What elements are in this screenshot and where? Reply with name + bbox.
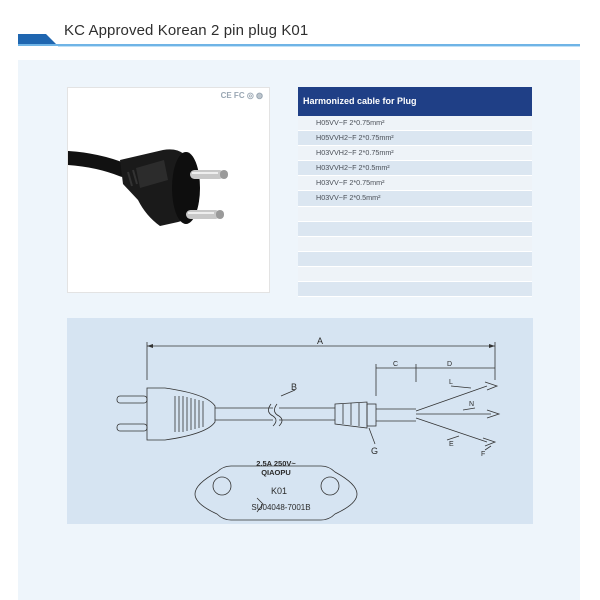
technical-drawing [67, 318, 533, 524]
table-row [298, 207, 532, 222]
product-photo [67, 87, 270, 293]
plug-face-brand: QIAOPU [261, 468, 291, 477]
dimension-label-l: L [449, 379, 453, 386]
dimension-label-d: D [447, 361, 453, 368]
dimension-label-g: G [371, 446, 379, 456]
table-row [298, 237, 532, 252]
table-row: H03VV~F 2*0.5mm² [298, 191, 532, 206]
table-row [298, 267, 532, 282]
header-rule-light [58, 46, 580, 47]
table-row [298, 222, 532, 237]
table-row: H03VVH2~F 2*0.75mm² [298, 146, 532, 161]
dimension-label-f: F [481, 451, 486, 458]
dimension-label-n: N [469, 401, 475, 408]
plug-face-model: K01 [270, 486, 288, 496]
table-row [298, 282, 532, 297]
table-row: H03VVH2~F 2*0.5mm² [298, 161, 532, 176]
dimension-label-a: A [317, 336, 324, 346]
table-row: H03VV~F 2*0.75mm² [298, 176, 532, 191]
plug-face-rating: 2.5A 250V~ [256, 459, 296, 468]
page-title: KC Approved Korean 2 pin plug K01 [64, 22, 309, 39]
certification-marks: CE FC ◎ ◍ [220, 91, 263, 100]
plug-photo-illustration [68, 88, 269, 292]
dimension-label-c: C [393, 361, 399, 368]
dimension-label-e: E [449, 441, 454, 448]
table-row: H05VVH2~F 2*0.75mm² [298, 131, 532, 146]
cable-table [298, 87, 532, 297]
plug-face-cert-number: SU04048-7001B [251, 503, 311, 512]
table-row: H05VV~F 2*0.75mm² [298, 116, 532, 131]
plug-dimension-drawing [67, 318, 533, 524]
table-row [298, 252, 532, 267]
dimension-label-b: B [291, 382, 298, 392]
table-heading: Harmonized cable for Plug [298, 87, 532, 116]
